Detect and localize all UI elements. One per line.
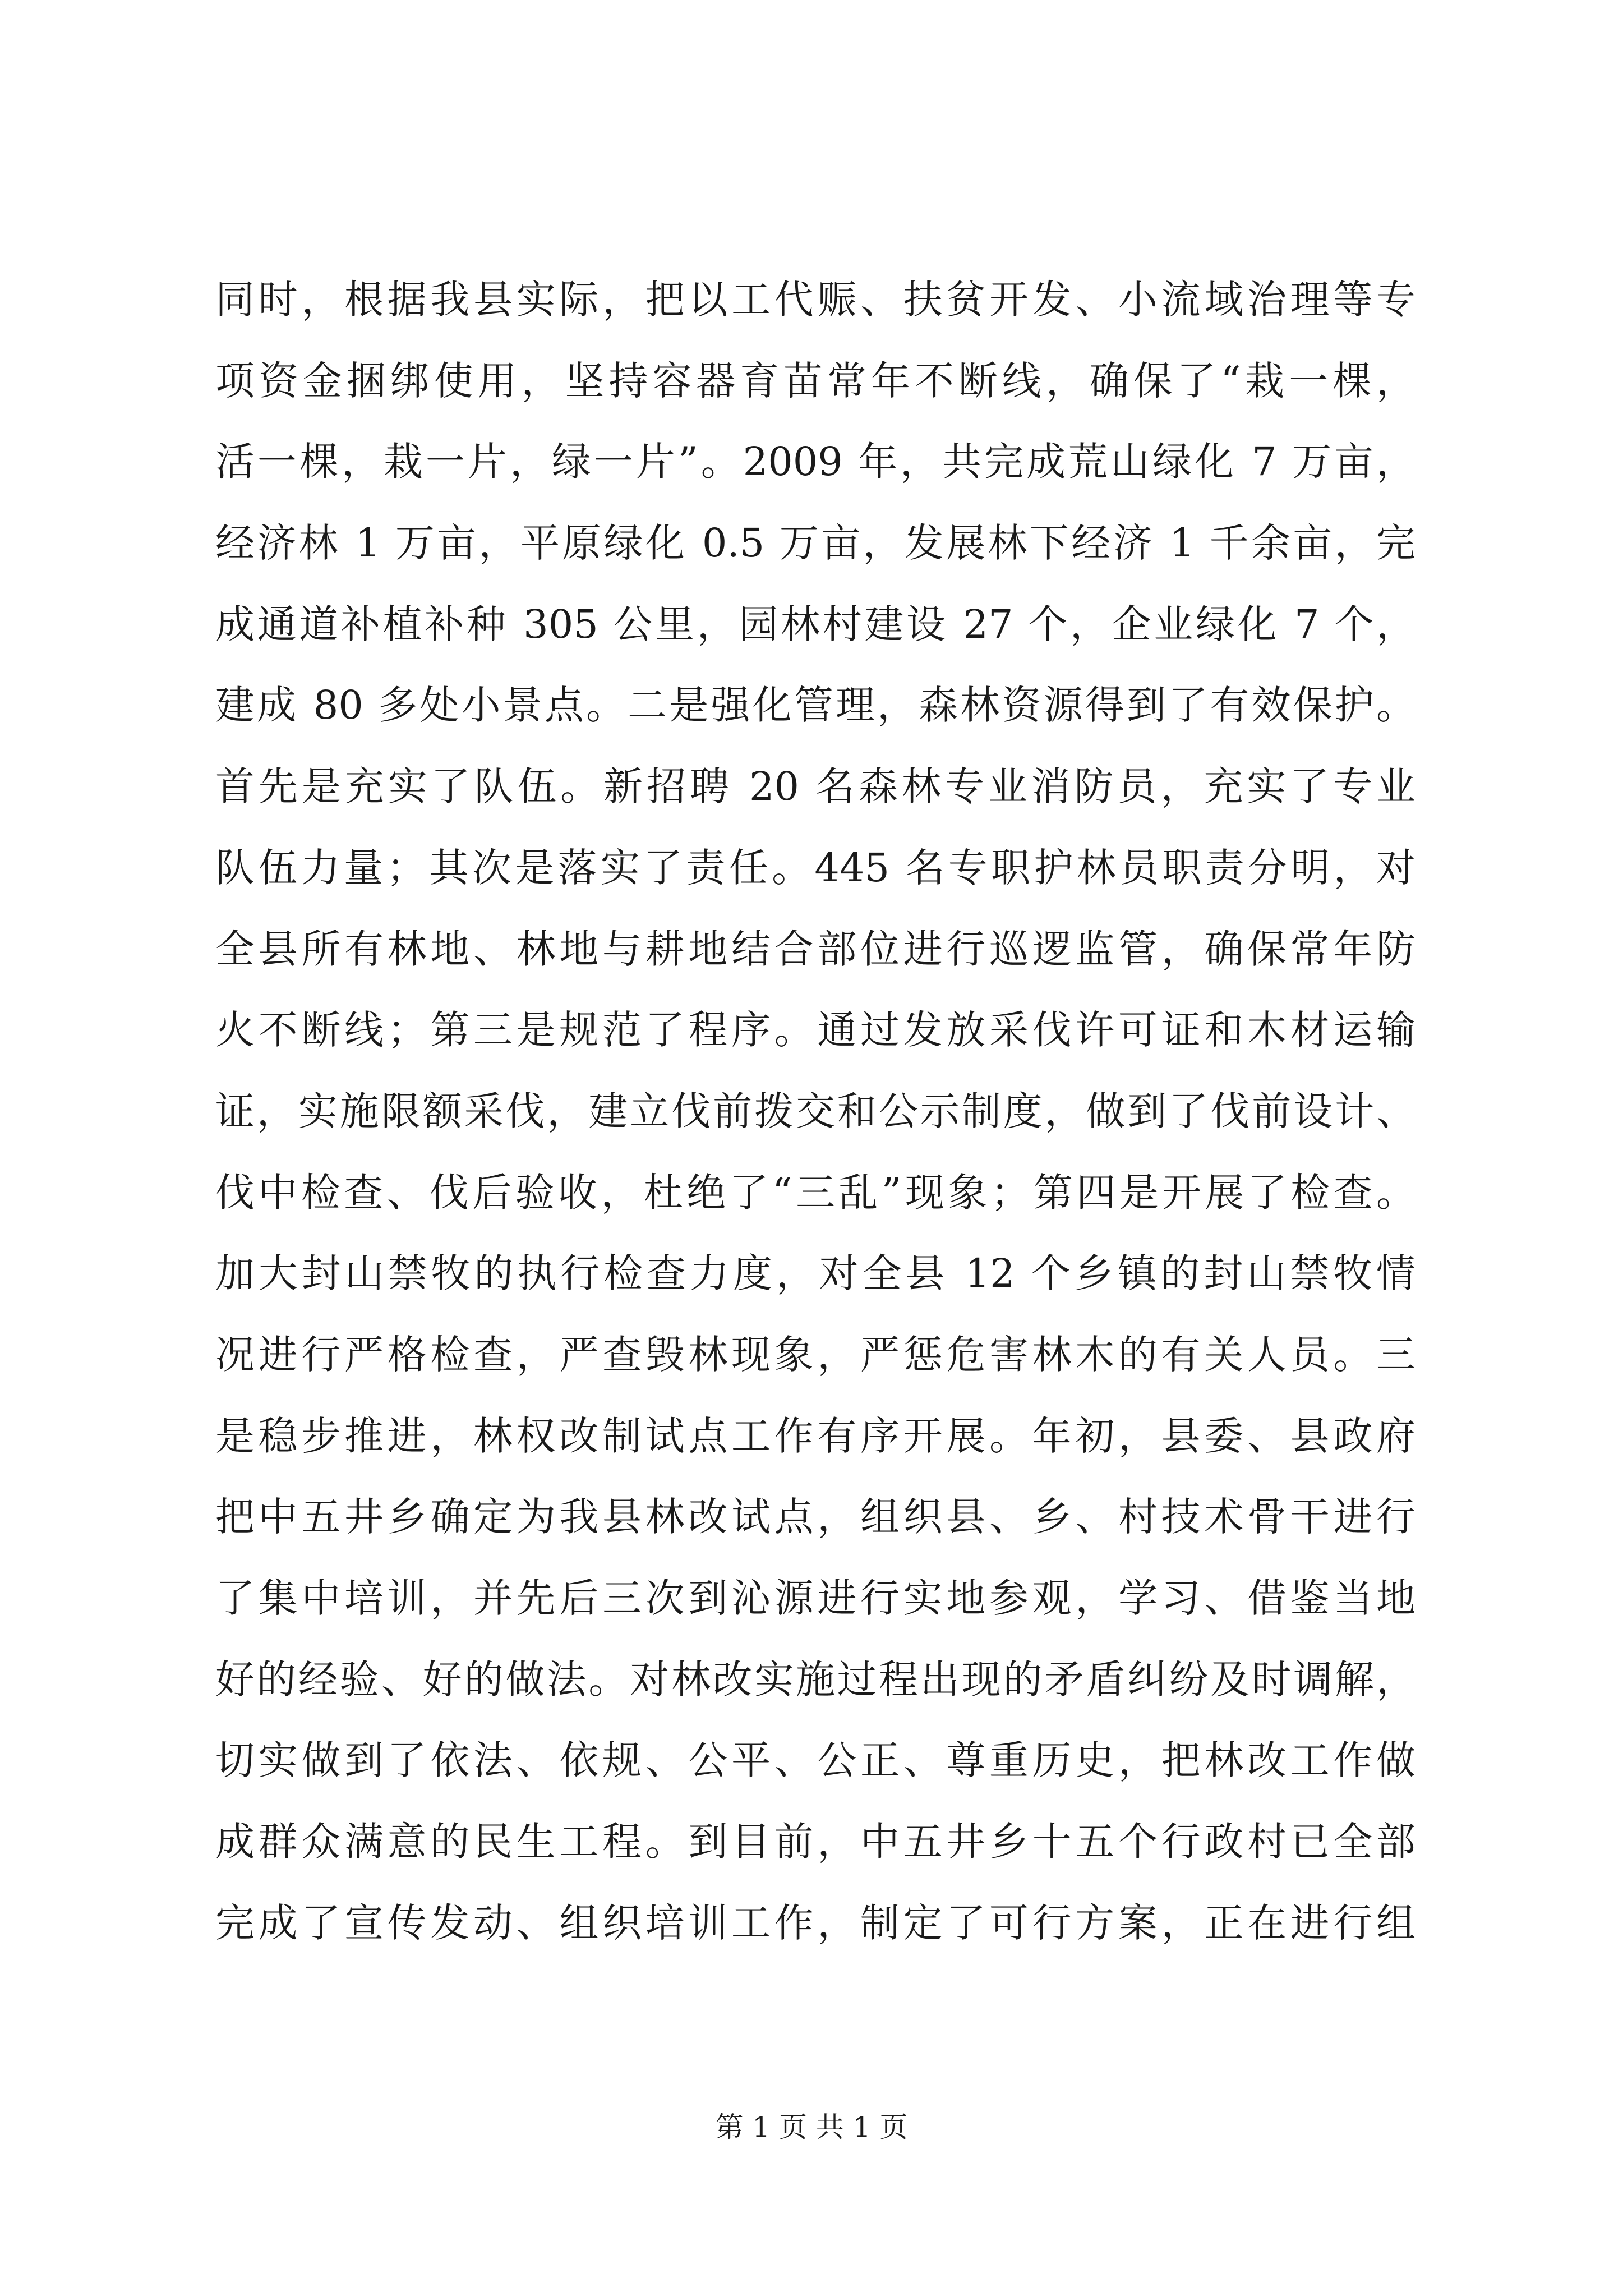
text-line: 成通道补植补种 305 公里，园林村建设 27 个，企业绿化 7 个，: [215, 601, 1415, 647]
text-line: 切实做到了依法、依规、公平、公正、尊重历史，把林改工作做: [215, 1737, 1415, 1784]
text-line: 把中五井乡确定为我县林改试点，组织县、乡、村技术骨干进行: [215, 1494, 1415, 1540]
text-line: 建成 80 多处小景点。二是强化管理，森林资源得到了有效保护。: [215, 682, 1415, 729]
body-paragraph: [215, 259, 1415, 1963]
page-number: 第 1 页 共 1 页: [715, 2111, 908, 2143]
text-line: 加大封山禁牧的执行检查力度，对全县 12 个乡镇的封山禁牧情: [215, 1250, 1415, 1297]
text-line: 队伍力量；其次是落实了责任。445 名专职护林员职责分明，对: [215, 844, 1415, 891]
text-line: 项资金捆绑使用，坚持容器育苗常年不断线，确保了“栽一棵，: [215, 357, 1415, 404]
text-line: 经济林 1 万亩，平原绿化 0.5 万亩，发展林下经济 1 千余亩，完: [215, 520, 1415, 567]
text-line: 是稳步推进，林权改制试点工作有序开展。年初，县委、县政府: [215, 1412, 1415, 1459]
text-line: 同时，根据我县实际，把以工代赈、扶贫开发、小流域治理等专: [215, 277, 1415, 323]
text-line: 成群众满意的民生工程。到目前，中五井乡十五个行政村已全部: [215, 1819, 1415, 1865]
text-line: 况进行严格检查，严查毁林现象，严惩危害林木的有关人员。三: [215, 1331, 1415, 1378]
text-line: 全县所有林地、林地与耕地结合部位进行巡逻监管，确保常年防: [215, 926, 1415, 972]
text-line: 火不断线；第三是规范了程序。通过发放采伐许可证和木材运输: [215, 1007, 1415, 1053]
text-line: 活一棵，栽一片，绿一片”。2009 年，共完成荒山绿化 7 万亩，: [215, 439, 1415, 485]
text-line: 了集中培训，并先后三次到沁源进行实地参观，学习、借鉴当地: [215, 1575, 1415, 1621]
page-footer: [0, 2110, 1623, 2144]
text-line: 伐中检查、伐后验收，杜绝了“三乱”现象；第四是开展了检查。: [215, 1169, 1415, 1216]
text-line: 好的经验、好的做法。对林改实施过程出现的矛盾纠纷及时调解，: [215, 1656, 1415, 1703]
text-line: 证，实施限额采伐，建立伐前拨交和公示制度，做到了伐前设计、: [215, 1088, 1415, 1134]
text-line: 完成了宣传发动、组织培训工作，制定了可行方案，正在进行组: [215, 1899, 1415, 1946]
text-line: 首先是充实了队伍。新招聘 20 名森林专业消防员，充实了专业: [215, 763, 1415, 810]
